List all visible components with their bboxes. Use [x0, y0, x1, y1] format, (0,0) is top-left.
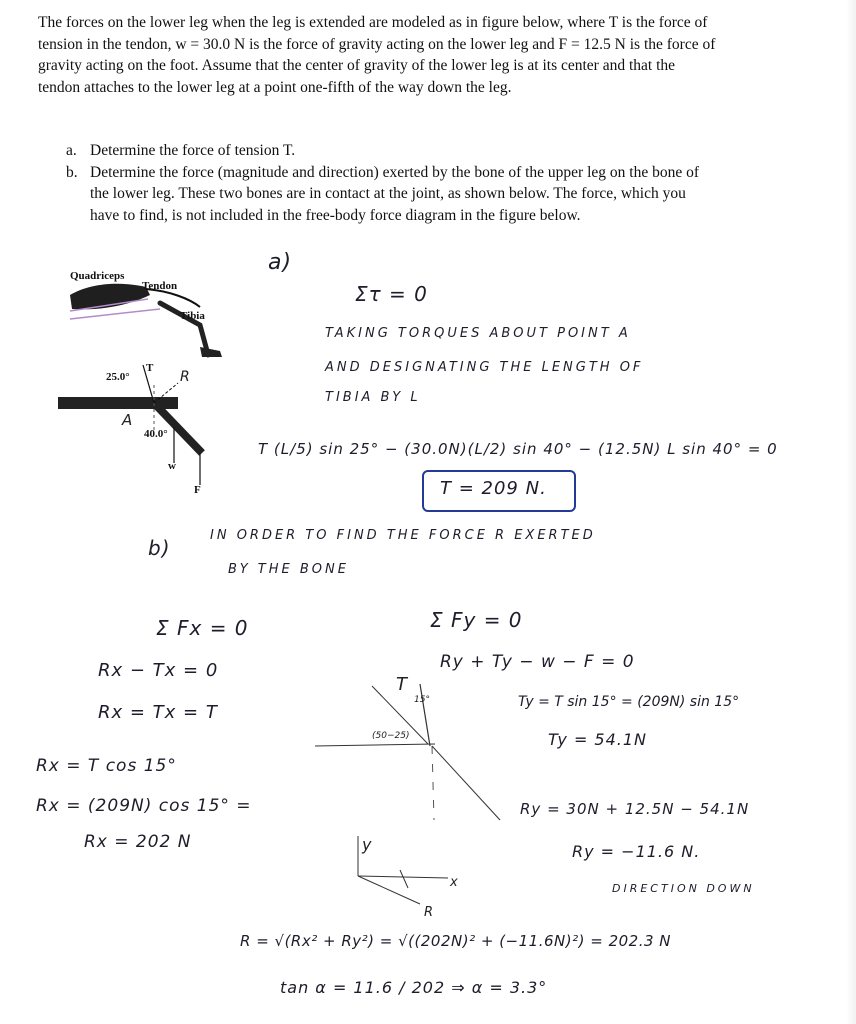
angle-equation: tan α = 11.6 / 202 ⇒ α = 3.3°: [280, 978, 548, 997]
sketch-50-label: (50−25): [372, 731, 410, 741]
sum-torque-eq: Στ = 0: [355, 282, 428, 306]
sketch-x-label: x: [450, 875, 458, 890]
quadriceps-label: Quadriceps: [70, 270, 125, 282]
torque-note-2: AND DESIGNATING THE LENGTH OF: [325, 360, 644, 375]
angle-40-label: 40.0°: [144, 428, 168, 440]
part-a-question: [66, 140, 716, 162]
sketch-vertical: [432, 746, 434, 820]
sketch-diagonal: [432, 746, 500, 820]
sketch-r-component: [400, 870, 408, 888]
f-label: F: [194, 484, 201, 495]
part-b-solution-label: b): [148, 536, 171, 560]
torque-note-3: TIBIA BY L: [325, 390, 421, 405]
fy-direction: DIRECTION DOWN: [612, 882, 755, 895]
problem-parts: [66, 140, 716, 226]
resultant-equation: R = √(Rx² + Ry²) = √((202N)² + (−11.6N)²) = 202.3 N: [240, 932, 671, 950]
fx-step-2: Rx = Tx = T: [98, 702, 218, 723]
force-sketch: [310, 660, 510, 920]
fy-step-4: Ry = 30N + 12.5N − 54.1N: [520, 800, 750, 818]
t-label: T: [146, 362, 154, 374]
fy-step-5: Ry = −11.6 N.: [572, 842, 701, 861]
sketch-15-label: 15°: [414, 695, 430, 705]
part-a-label: a.: [66, 142, 77, 159]
angle-25-label: 25.0°: [106, 371, 130, 383]
part-b-text: Determine the force (magnitude and direction) exerted by the bone of the upper leg on the bone of the lower leg. These two bones are in contact at the joint, as shown below. The force, which you have to find, is not included in the free-body force diagram in the figure below.: [90, 163, 700, 224]
fy-step-3: Ty = 54.1N: [548, 730, 648, 749]
part-a-text: Determine the force of tension T.: [90, 142, 296, 159]
fy-step-1: Ry + Ty − w − F = 0: [440, 652, 635, 672]
tendon-label: Tendon: [142, 280, 178, 292]
sketch-r-label: R: [424, 905, 434, 920]
a-label: A: [122, 411, 133, 429]
sketch-y-label: y: [362, 835, 372, 854]
sum-fy-eq: Σ Fy = 0: [430, 608, 523, 632]
part-a-solution-label: a): [268, 250, 293, 275]
w-label: w: [168, 460, 176, 472]
fx-step-4: Rx = (209N) cos 15° =: [36, 796, 252, 816]
sum-fx-eq: Σ Fx = 0: [156, 616, 249, 640]
sketch-horizontal: [315, 744, 435, 746]
foot: [200, 347, 222, 357]
tension-result: T = 209 N.: [440, 478, 547, 499]
page-edge-shadow: [846, 0, 856, 1024]
part-b-note-2: BY THE BONE: [228, 562, 349, 577]
fx-step-1: Rx − Tx = 0: [98, 660, 219, 681]
torque-note-1: TAKING TORQUES ABOUT POINT A: [325, 326, 631, 341]
sketch-r-arrow: [358, 876, 420, 904]
r-label: R: [180, 369, 190, 385]
part-b-question: [66, 162, 716, 227]
part-b-note-1: IN ORDER TO FIND THE FORCE R EXERTED: [210, 528, 596, 543]
leg-diagram: [50, 265, 240, 495]
problem-statement: The forces on the lower leg when the leg is extended are modeled as in figure below, where T is the force of tension in the tendon, w = 30.0 N is the force of gravity acting on the lower leg and F = 12.5 N is the force of gravity acting on the foot. Assume that the center of gravity of the lower leg is at its center and that the tendon attaches to the lower leg at a point one-fifth of the way down the leg.: [38, 14, 716, 96]
tibia-label: Tibia: [180, 310, 205, 322]
fx-step-3: Rx = T cos 15°: [36, 756, 177, 776]
torque-equation: T (L/5) sin 25° − (30.0N)(L/2) sin 40° − (12.5N) L sin 40° = 0: [258, 440, 778, 458]
fy-step-2: Ty = T sin 15° = (209N) sin 15°: [518, 694, 740, 710]
fx-step-5: Rx = 202 N: [84, 832, 192, 852]
sketch-t-label: T: [396, 674, 407, 695]
part-b-label: b.: [66, 163, 78, 181]
